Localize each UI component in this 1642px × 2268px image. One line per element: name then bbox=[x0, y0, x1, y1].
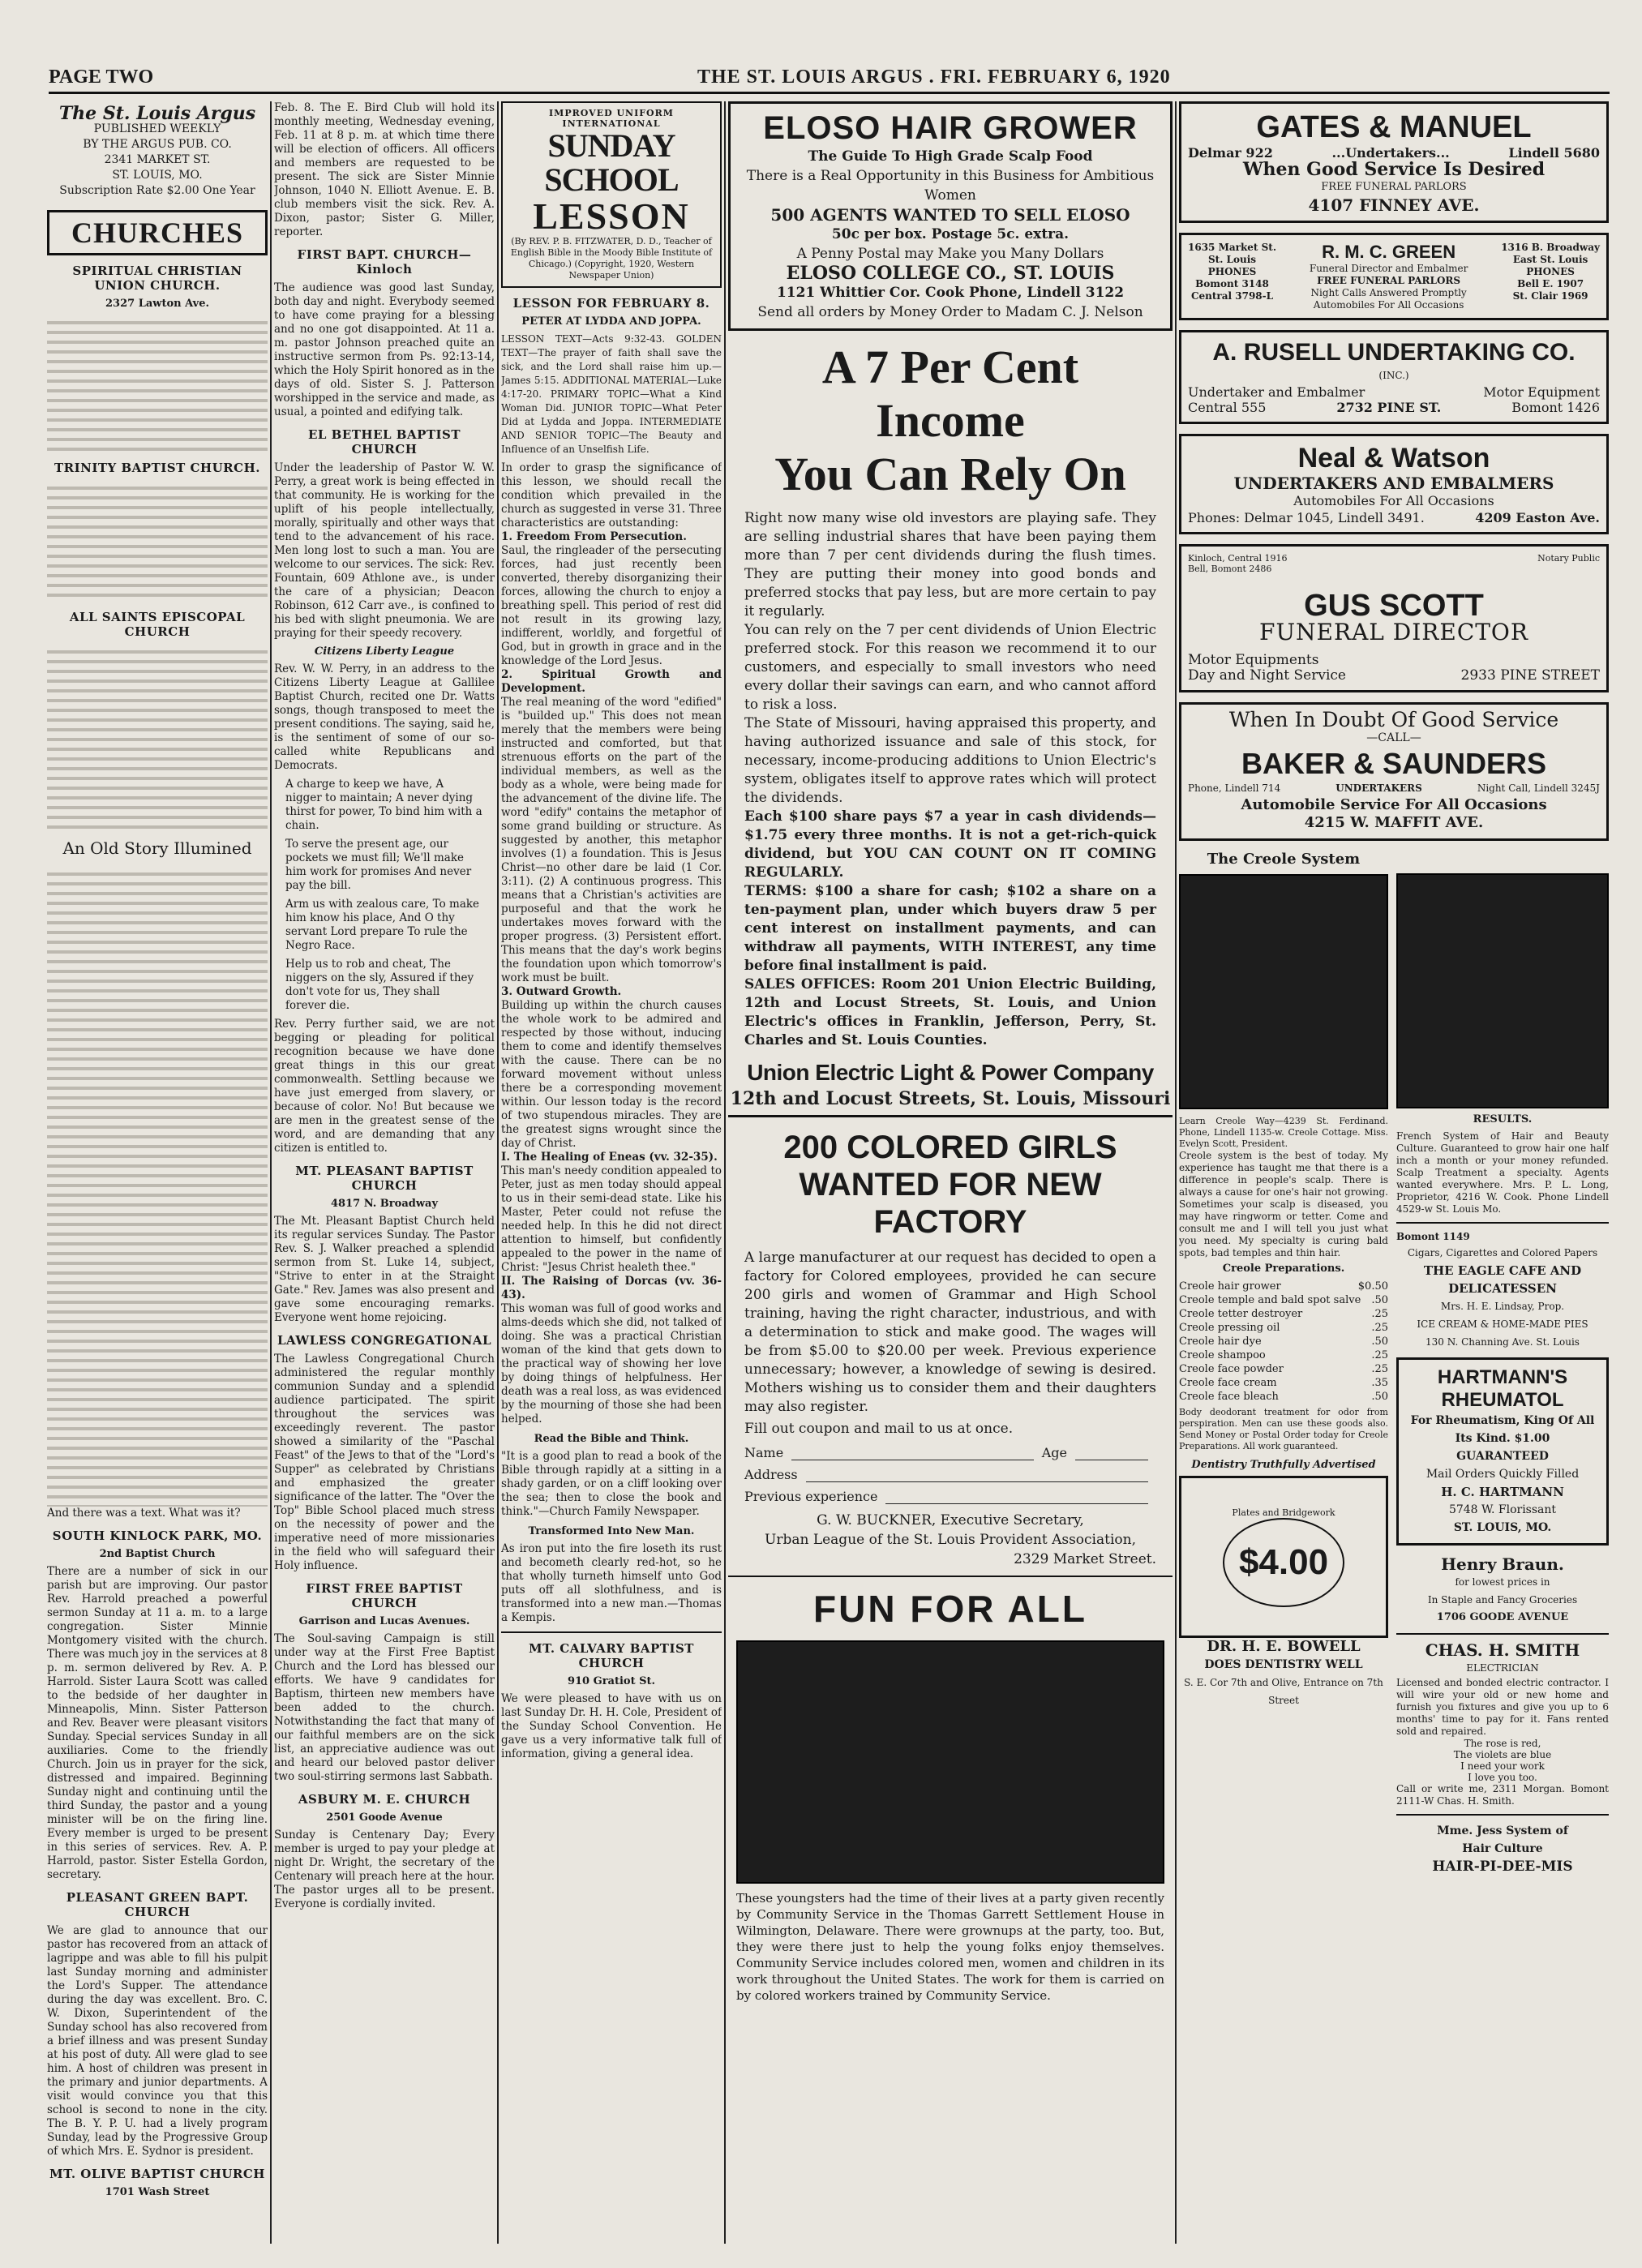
portrait-photo bbox=[1396, 873, 1609, 1108]
divider bbox=[1396, 1222, 1609, 1224]
article-text: "It is a good plan to read a book of the Bible through rapidly at a sitting in a shady garden, or on a cliff looking over the sea; then to close the book and think."—Church Family Newspaper. bbox=[501, 1450, 722, 1518]
ad-line: for lowest prices in bbox=[1455, 1576, 1550, 1588]
ad-line: Bomont 3148 bbox=[1195, 278, 1269, 289]
article-text: The Soul-saving Campaign is still under way at the First Free Baptist Church and the Lord has blessed our efforts. We have 9 candidates for Baptism, thirteen new members have been added to the church. Notwithstanding the fact that many of our faithful members are on the sick list, an appreciative audience was out and heard our beloved pastor deliver two soul-stirring sermons last Sabbath. bbox=[274, 1632, 495, 1783]
article-subheading: Citizens Liberty League bbox=[314, 645, 455, 658]
ad-title: BAKER & SAUNDERS bbox=[1241, 747, 1547, 780]
price-value: .35 bbox=[1371, 1377, 1388, 1389]
article-text: In order to grasp the significance of this lesson, we should recall the condition which prevailed in the church as suggested in verse 31. Three characteristics are outstanding: bbox=[501, 461, 722, 529]
coupon-label: Age bbox=[1041, 1445, 1067, 1460]
price-item: Creole face cream bbox=[1179, 1377, 1277, 1389]
ad-title: HARTMANN'S bbox=[1437, 1366, 1568, 1388]
signature: G. W. BUCKNER, Executive Secretary, bbox=[817, 1512, 1084, 1528]
ad-phone: Bomont 1149 bbox=[1396, 1231, 1470, 1242]
coupon-row bbox=[744, 1445, 1156, 1460]
banner-title: LESSON bbox=[533, 195, 690, 237]
ad-text: Creole system is the best of today. My experience has taught me that there is a difference in people's scalp. There is always a cause for one's hair not growing. Sometimes your scalp is diseased, you may have ringworm or tetter. Come and consult me and I will tell you just what you need. My specialty is curing bald spots, bad temples and thin hair. bbox=[1179, 1150, 1388, 1258]
price-item: Creole face powder bbox=[1179, 1363, 1284, 1375]
faded-text-block bbox=[47, 480, 268, 602]
poem-line: The violets are blue bbox=[1453, 1749, 1552, 1760]
ad-line: When In Doubt Of Good Service bbox=[1228, 708, 1559, 731]
article-heading: FIRST BAPT. CHURCH—Kinloch bbox=[297, 247, 472, 277]
price-row bbox=[1179, 1321, 1388, 1335]
article-heading: ALL SAINTS EPISCOPAL CHURCH bbox=[69, 610, 246, 639]
ad-line: Mail Orders Quickly Filled bbox=[1425, 1468, 1580, 1481]
ad-title: ELOSO HAIR GROWER bbox=[763, 110, 1138, 146]
ad-line: UNDERTAKERS bbox=[1335, 782, 1422, 794]
creole-photos bbox=[1179, 874, 1388, 1109]
article-heading: PLEASANT GREEN BAPT. CHURCH bbox=[66, 1890, 249, 1919]
page-label: PAGE TWO bbox=[49, 66, 154, 88]
company-name: Union Electric Light & Power Company bbox=[747, 1060, 1154, 1085]
ad-line: Funeral Director and Embalmer bbox=[1309, 263, 1468, 274]
column-1 bbox=[47, 101, 268, 2244]
masthead-line: PUBLISHED WEEKLY bbox=[93, 122, 221, 135]
ad-line: (INC.) bbox=[1378, 370, 1409, 381]
article-text: Under the leadership of Pastor W. W. Perry, a great work is being effected in that community. He is working for the uplift of his people intellectually, morally, spiritually and other ways that tend to the advancement of his race. Men long lost to such a man. You are welcome to our services. The sick: Rev. Fountain, 609 Athlone ave., is under the care of a physician; Deacon Robinson, 612 Carr ave., is confined to his bed with slight pneumonia. We are praying for their speedy recovery. bbox=[274, 461, 495, 640]
price-value: .25 bbox=[1371, 1308, 1388, 1320]
ad-line: The Guide To High Grade Scalp Food bbox=[808, 148, 1093, 165]
ad-line: Motor Equipment bbox=[1483, 384, 1600, 400]
verse: Help us to rob and cheat, The niggers on the sly, Assured if they don't vote for us, They shall forever die. bbox=[285, 958, 474, 1012]
column-rule bbox=[497, 101, 499, 2244]
article-address: 1701 Wash Street bbox=[105, 2186, 210, 2198]
column-2 bbox=[274, 101, 495, 2244]
coupon-label: Name bbox=[744, 1445, 784, 1460]
price-item: Creole hair dye bbox=[1179, 1336, 1262, 1348]
coupon-label: Previous experience bbox=[744, 1489, 878, 1504]
article-text: Feb. 8. The E. Bird Club will hold its monthly meeting, Wednesday evening, Feb. 11 at 8 p. m. at which time there will be election of officers. All officers and members are requested to be present. The sick are Sister Minnie Johnson, 1040 N. Elliott Avenue. E. B. club members visit the sick. Rev. A. Dixon, pastor; Sister G. Miller, reporter. bbox=[274, 101, 495, 238]
article-text: Rev. W. W. Perry, in an address to the Citizens Liberty League at Gallilee Baptist Church, recited one Dr. Watts songs, though transposed to meet the present conditions. The saying, said he, is the sentiment of some of our so-called white Republicans and Democrats. bbox=[274, 662, 495, 772]
article-text: Building up within the church causes the whole work to be admired and respected by those without, inducing them to come and identify themselves with the cause. There can be no forward movement without unless there be a corresponding movement within. Our lesson today is the record of two stupendous miracles. They are the greatest signs wrought since the day of Christ. bbox=[501, 999, 722, 1150]
ad-title: DR. H. E. BOWELL bbox=[1207, 1638, 1361, 1655]
price-row bbox=[1179, 1307, 1388, 1321]
price-item: Creole hair grower bbox=[1179, 1280, 1281, 1293]
divider bbox=[1396, 1633, 1609, 1635]
ad-headline: You Can Rely On bbox=[774, 448, 1126, 500]
article-heading: SOUTH KINLOCK PARK, MO. bbox=[52, 1528, 263, 1543]
banner-kicker: IMPROVED UNIFORM INTERNATIONAL bbox=[549, 108, 674, 129]
hartmann-ad bbox=[1396, 1357, 1609, 1546]
ad-text: Each $100 share pays $7 a year in cash dividends—$1.75 every three months. It is not a get-rich-quick dividend, but YOU CAN COUNT ON IT COMING REGULARLY. bbox=[744, 808, 1156, 881]
ad-line: Send all orders by Money Order to Madam C. J. Nelson bbox=[757, 304, 1143, 320]
ad-address: 4209 Easton Ave. bbox=[1475, 510, 1600, 525]
price-value: .50 bbox=[1371, 1391, 1388, 1403]
poem-line: I need your work bbox=[1460, 1760, 1545, 1772]
ad-address: 130 N. Channing Ave. St. Louis bbox=[1425, 1336, 1580, 1348]
ad-line: Automobiles For All Occasions bbox=[1313, 299, 1464, 311]
ad-text: Learn Creole Way—4239 St. Ferdinand. Phone, Lindell 1135-w. Creole Cottage. Miss. Evelyn Scott, President. bbox=[1179, 1116, 1388, 1149]
price-value: .50 bbox=[1371, 1336, 1388, 1348]
coupon-name-field[interactable] bbox=[791, 1445, 1034, 1460]
ad-text: SALES OFFICES: Room 201 Union Electric Building, 12th and Locust Streets, St. Louis, and Union Electric's offices in Franklin, Jefferson, Perry, St. Charles and St. Louis Counties. bbox=[744, 976, 1156, 1048]
ad-text: Call or write me, 2311 Morgan. Bomont 2111-W Chas. H. Smith. bbox=[1396, 1783, 1609, 1807]
ad-row bbox=[1188, 653, 1600, 668]
ad-text: The State of Missouri, having appraised this property, and having authorized issuance and sale of this stock, for necessary, income-producing additions to Union Electric's system, obligates itself to approve rates which will protect the dividends. bbox=[744, 715, 1156, 806]
right-ads bbox=[1396, 851, 1609, 1876]
ad-line: FREE FUNERAL PARLORS bbox=[1317, 275, 1461, 286]
union-electric-ad bbox=[728, 341, 1173, 1050]
ad-text: Licensed and bonded electric contractor. I will wire your old or new home and furnish you fixtures and give you up to 6 months' time to pay for it. Fans rented sold and repaired. bbox=[1396, 1677, 1609, 1737]
ad-line: St. Louis bbox=[1207, 254, 1257, 265]
ad-line: GUARANTEED bbox=[1456, 1450, 1549, 1463]
ad-phone: Phone, Lindell 714 bbox=[1188, 782, 1281, 794]
ad-left bbox=[1188, 242, 1276, 311]
signature: 2329 Market Street. bbox=[1014, 1551, 1156, 1567]
poem-line: The rose is red, bbox=[1464, 1738, 1541, 1749]
ad-title: RHEUMATOL bbox=[1441, 1389, 1564, 1411]
ad-text: A large manufacturer at our request has decided to open a factory for Colored employees, provided he can secure 200 girls and women of Grammar and High School training, having the right character, industrious, and with a determination to stick and make good. The wages will be from $5.00 to $20.00 per week. Previous experience unnecessary; however, a knowledge of sewing is desired. Mothers wishing us to consider them and their daughters may also register. bbox=[744, 1250, 1156, 1415]
price-item: Creole face bleach bbox=[1179, 1391, 1279, 1403]
article-address: 2327 Lawton Ave. bbox=[105, 298, 210, 310]
article-subheading: I. The Healing of Eneas (vv. 32-35). bbox=[501, 1151, 718, 1164]
price-row bbox=[1179, 1293, 1388, 1307]
ad-line: 500 AGENTS WANTED TO SELL ELOSO bbox=[770, 205, 1130, 225]
verse: A charge to keep we have, A nigger to maintain; A never dying thirst for power, To bind him with a chain. bbox=[285, 778, 482, 832]
ad-row bbox=[1188, 510, 1600, 525]
divider bbox=[1396, 1814, 1609, 1816]
ad-title: GATES & MANUEL bbox=[1256, 110, 1532, 144]
ad-title: Henry Braun. bbox=[1441, 1554, 1564, 1574]
masthead-line: Subscription Rate $2.00 One Year bbox=[59, 184, 255, 197]
article-heading: MT. OLIVE BAPTIST CHURCH bbox=[49, 2167, 265, 2181]
masthead-line: 2341 MARKET ST. bbox=[104, 153, 211, 166]
article-text: And there was a text. What was it? bbox=[47, 1507, 241, 1520]
ad-row bbox=[1188, 384, 1600, 400]
column-3 bbox=[501, 101, 722, 2244]
ad-center bbox=[1310, 242, 1468, 311]
article-heading: FIRST FREE BAPTIST CHURCH bbox=[306, 1581, 463, 1610]
ad-line: Bell, Bomont 2486 bbox=[1188, 564, 1272, 574]
article-heading: ASBURY M. E. CHURCH bbox=[298, 1792, 471, 1807]
russell-undertaking-ad bbox=[1179, 330, 1609, 424]
article-subheading: 3. Outward Growth. bbox=[501, 985, 622, 998]
ad-line: FREE FUNERAL PARLORS bbox=[1321, 181, 1467, 193]
ad-address: ST. LOUIS, MO. bbox=[1453, 1521, 1552, 1534]
ad-line: 1635 Market St. bbox=[1188, 242, 1277, 253]
verse: To serve the present age, our pockets we must fill; We'll make him work for promises And never pay the bill. bbox=[285, 838, 472, 892]
ad-address: 1706 GOODE AVENUE bbox=[1436, 1611, 1569, 1623]
neal-watson-ad bbox=[1179, 434, 1609, 534]
ad-headline: 200 COLORED GIRLS bbox=[783, 1130, 1117, 1165]
ad-line: ICE CREAM & HOME-MADE PIES bbox=[1417, 1318, 1588, 1330]
ad-title: R. M. C. GREEN bbox=[1322, 242, 1456, 262]
ad-row bbox=[1188, 781, 1600, 796]
girls-wanted-ad bbox=[728, 1129, 1173, 1569]
price-value: .25 bbox=[1371, 1363, 1388, 1375]
ad-address: 4215 W. MAFFIT AVE. bbox=[1304, 814, 1484, 831]
article-subheading: Transformed Into New Man. bbox=[528, 1525, 695, 1537]
article-text: The Mt. Pleasant Baptist Church held its regular services Sunday. The Pastor Rev. S. J. Walker preached a splendid sermon from St. Luke 14, subject, "Strive to enter in at the Straight Gate." Rev. James was also present and gave some encouraging remarks. Everyone went home rejoicing. bbox=[274, 1215, 495, 1324]
article-subheading: 1. Freedom From Persecution. bbox=[501, 530, 687, 543]
ad-line: PHONES bbox=[1207, 266, 1257, 277]
ad-line: PHONES bbox=[1526, 266, 1575, 277]
coupon-label: Address bbox=[744, 1467, 798, 1482]
ad-phone: Night Call, Lindell 3245J bbox=[1477, 782, 1600, 794]
price-value: $0.50 bbox=[1357, 1280, 1388, 1293]
article-subheading: II. The Raising of Dorcas (vv. 36-43). bbox=[501, 1275, 722, 1301]
ad-text: You can rely on the 7 per cent dividends of Union Electric preferred stock. For this reason we recommend it to our customers, and especially to small investors who need every dollar their savings can earn, and who cannot afford to risk a loss. bbox=[744, 622, 1156, 713]
signature: Urban League of the St. Louis Provident Association, bbox=[765, 1532, 1136, 1548]
masthead-line: BY THE ARGUS PUB. CO. bbox=[83, 138, 232, 151]
article-text: Sunday is Centenary Day; Every member is urged to pay your pledge at night Dr. Wright, the secretary of the Centenary will preach here at the hour. The pastor urges all to be present. Everyone is cordially invited. bbox=[274, 1829, 495, 1910]
ad-phone: Lindell 5680 bbox=[1508, 145, 1600, 161]
ad-line: Plates and Bridgework bbox=[1232, 1507, 1335, 1518]
coupon-address-field[interactable] bbox=[806, 1467, 1148, 1482]
price-row bbox=[1179, 1390, 1388, 1404]
ad-subheading: RESULTS. bbox=[1473, 1113, 1533, 1125]
column-5 bbox=[1179, 101, 1609, 2244]
ad-phone bbox=[1188, 553, 1287, 574]
article-address: 4817 N. Broadway bbox=[331, 1198, 438, 1210]
ad-title: The Creole System bbox=[1207, 851, 1361, 868]
ad-phone: Delmar 922 bbox=[1188, 145, 1273, 161]
ad-line: Hair Culture bbox=[1462, 1842, 1543, 1855]
ad-line: ELECTRICIAN bbox=[1466, 1662, 1539, 1674]
dentistry-ad bbox=[1179, 1476, 1388, 1638]
ad-address: 5748 W. Florissant bbox=[1448, 1503, 1557, 1516]
masthead-title: The St. Louis Argus bbox=[58, 103, 256, 124]
price-list bbox=[1179, 1280, 1388, 1404]
article-text: This woman was full of good works and alms-deeds which she did, not talked of doing. She was a practical Christian woman of the kind that gets down to the practical way of showing her love by doing things of helpfulness. Her death was a real loss, as was evidenced by the mourning of those she had been helped. bbox=[501, 1302, 722, 1426]
ad-line: 50c per box. Postage 5c. extra. bbox=[831, 226, 1070, 242]
lesson-title: PETER AT LYDDA AND JOPPA. bbox=[521, 315, 701, 328]
ad-line: Cigars, Cigarettes and Colored Papers bbox=[1407, 1247, 1598, 1258]
article-subheading: Read the Bible and Think. bbox=[534, 1433, 689, 1445]
banner-title: SUNDAY SCHOOL bbox=[544, 127, 679, 198]
coupon-experience-field[interactable] bbox=[885, 1489, 1148, 1504]
column-rule bbox=[1175, 101, 1177, 2244]
price-value: .50 bbox=[1371, 1294, 1388, 1306]
ad-line: Mme. Jess System of bbox=[1437, 1824, 1568, 1837]
article-address: 2501 Goode Avenue bbox=[326, 1811, 443, 1824]
price-row bbox=[1179, 1280, 1388, 1293]
ad-line: Undertaker and Embalmer bbox=[1188, 384, 1365, 400]
gates-manuel-ad bbox=[1179, 101, 1609, 223]
article-heading: SPIRITUAL CHRISTIAN UNION CHURCH. bbox=[72, 264, 242, 293]
article-heading: LAWLESS CONGREGATIONAL bbox=[277, 1333, 491, 1348]
green-funeral-ad bbox=[1179, 233, 1609, 320]
ad-price: $4.00 bbox=[1223, 1518, 1344, 1607]
price-row bbox=[1179, 1348, 1388, 1362]
ad-line: In Staple and Fancy Groceries bbox=[1427, 1594, 1578, 1606]
gus-scott-ad bbox=[1179, 544, 1609, 692]
lesson-heading: LESSON FOR FEBRUARY 8. bbox=[512, 296, 710, 311]
ad-line: Bell E. 1907 bbox=[1517, 278, 1584, 289]
ad-subheading: Creole Preparations. bbox=[1222, 1263, 1345, 1275]
ad-row bbox=[1188, 400, 1600, 415]
coupon-age-field[interactable] bbox=[1075, 1445, 1148, 1460]
price-row bbox=[1179, 1362, 1388, 1376]
price-row bbox=[1179, 1376, 1388, 1390]
ad-line: Motor Equipments bbox=[1188, 652, 1319, 668]
ad-headline: A 7 Per Cent Income bbox=[821, 341, 1079, 447]
ad-line: East St. Louis bbox=[1512, 254, 1588, 265]
article-heading: MT. CALVARY BAPTIST CHURCH bbox=[529, 1641, 694, 1670]
ad-line: 1316 B. Broadway bbox=[1501, 242, 1600, 253]
column-rule bbox=[270, 101, 272, 2244]
ad-line: A Penny Postal may Make you Many Dollars bbox=[796, 246, 1104, 262]
ad-subheading: Dentistry Truthfully Advertised bbox=[1191, 1459, 1376, 1471]
article-text: The Lawless Congregational Church administered the regular monthly communion Sunday and a splendid audience participated. The spirit throughout the services was exceedingly reverent. The pastor showed a similarity of the "Paschal Feast" of the Jews to that of the "Lord's Supper" as celebrated by Christians and emphasized the greater significance of the latter. The "Over the Top" Bible School placed much stress on the necessity of power and the imperative need of more missionaries in the field who will safeguard their Holy influence. bbox=[274, 1353, 495, 1572]
ad-right bbox=[1501, 242, 1600, 311]
price-item: Creole shampoo bbox=[1179, 1349, 1266, 1361]
faded-text-block bbox=[47, 644, 268, 830]
article-text: As iron put into the fire loseth its rust and becometh clearly red-hot, so he that wholly turneth himself unto God puts off all slothfulness, and is transformed into a new man.—Thomas a Kempis. bbox=[501, 1542, 722, 1624]
article-address: Garrison and Lucas Avenues. bbox=[298, 1615, 470, 1627]
ad-text: Body deodorant treatment for odor from perspiration. Men can use these goods also. Send Money or Postal Order today for Creole Preparations. All work guaranteed. bbox=[1179, 1407, 1388, 1451]
ad-line: Automobiles For All Occasions bbox=[1293, 493, 1494, 508]
masthead-box bbox=[47, 101, 268, 205]
ad-address: S. E. Cor 7th and Olive, Entrance on 7th Street bbox=[1184, 1677, 1383, 1706]
lesson-text: LESSON TEXT—Acts 9:32-43. GOLDEN TEXT—The prayer of faith shall save the sick, and the Lord shall raise him up.—James 5:15. ADDITIONAL MATERIAL—Luke 4:17-20. PRIMARY TOPIC—What a Kind Woman Did. JUNIOR TOPIC—What Peter Did at Lydda and Joppa. INTERMEDIATE AND SENIOR TOPIC—The Beauty and Influence of an Unselfish Life. bbox=[501, 333, 722, 455]
article-heading: TRINITY BAPTIST CHURCH. bbox=[54, 461, 260, 475]
ad-text: TERMS: $100 a share for cash; $102 a share on a ten-payment plan, under which buyers draw 5 per cent interest on installment payments, and can withdraw all payments, WITH INTEREST, any time before final installment is paid. bbox=[744, 883, 1156, 974]
portrait-photo bbox=[1179, 874, 1388, 1109]
ad-line: Kinloch, Central 1916 bbox=[1188, 553, 1288, 564]
article-text: Saul, the ringleader of the persecuting forces, had just recently been converted, thereby disorganizing their forces, allowing the church to enjoy a breathing spell. This period of rest did not result in its growing lazy, indifferent, worldly, and forgetful of God, but in growth in grace and in the knowledge of the Lord Jesus. bbox=[501, 544, 722, 667]
article-text: The audience was good last Sunday, both day and night. Everybody seemed to have come praying for a blessing and no one got disappointed. At 11 a. m. pastor Johnson preached quite an instructive sermon from Ps. 92:13-14, which the Holy Spirit honored as in the days of old. Sister S. J. Patterson worshipped in the service and made, as usual, a pointed and edifying talk. bbox=[274, 281, 495, 418]
ad-title: CHAS. H. SMITH bbox=[1425, 1640, 1580, 1660]
verse: Arm us with zealous care, To make him know his place, And O thy servant Lord prepare To rule the Negro Race. bbox=[285, 898, 480, 952]
coupon-row bbox=[744, 1489, 1156, 1504]
paper-dateline: THE ST. LOUIS ARGUS . FRI. FEBRUARY 6, 1920 bbox=[697, 66, 1171, 88]
ad-line: Mrs. H. E. Lindsay, Prop. bbox=[1440, 1301, 1565, 1312]
faded-text-block bbox=[47, 866, 268, 1507]
banner-byline: (By REV. P. B. FITZWATER, D. D., Teacher of English Bible in the Moody Bible Institute of Chicago.) (Copyright, 1920, Western Newspaper Union) bbox=[510, 236, 713, 281]
ad-address: 2933 PINE STREET bbox=[1460, 667, 1600, 684]
lower-right-section bbox=[1179, 851, 1609, 1876]
ad-headline: WANTED FOR NEW FACTORY bbox=[799, 1167, 1102, 1240]
photo-caption: These youngsters had the time of their lives at a party given recently by Community Service in the Thomas Garrett Settlement House in Wilmington, Delaware. There were grownups at the party, too. But, they were there just to help the young folks enjoy themselves. Community Service includes colored men, women and children in its work throughout the United States. The work for them is carried on by colored workers trained by Community Service. bbox=[736, 1891, 1164, 2003]
ad-line: Central 3798-L bbox=[1190, 290, 1274, 302]
ad-line: 1121 Whittier Cor. Cook Phone, Lindell 3122 bbox=[776, 285, 1125, 301]
ad-line: ELOSO COLLEGE CO., ST. LOUIS bbox=[786, 263, 1115, 284]
article-text: We are glad to announce that our pastor has recovered from an attack of lagrippe and was able to fill his pulpit last Sunday morning and administer the Lord's Supper. The attendance during the day was excellent. Bro. C. W. Dixon, Superintendent of the Sunday school has also recovered from a brief illness and was present Sunday at his post of duty. All were glad to see him. A host of children was present in the primary and junior departments. A visit would convince you that this school is second to none in the city. The B. Y. P. U. had a lively program Sunday, lead by the Progressive Group of which Mrs. E. Sydnor is president. bbox=[47, 1924, 268, 2158]
article-subheading: 2. Spiritual Growth and Development. bbox=[501, 668, 722, 695]
ad-line: Notary Public bbox=[1537, 553, 1600, 564]
price-row bbox=[1179, 1335, 1388, 1348]
divider bbox=[501, 1631, 722, 1633]
company-address: 12th and Locust Streets, St. Louis, Missouri bbox=[728, 1089, 1173, 1117]
price-value: .25 bbox=[1371, 1349, 1388, 1361]
price-item: Creole temple and bald spot salve bbox=[1179, 1294, 1361, 1306]
ad-line: DOES DENTISTRY WELL bbox=[1204, 1658, 1363, 1671]
article-text: This man's needy condition appealed to Peter, just as men today should appeal to us in their semi-dead state. Like his Master, Peter could not refuse the needed help. In this he did not direct attention to himself, but confidently appealed to the power in the name of Christ: "Jesus Christ healeth thee." bbox=[501, 1164, 722, 1274]
folio bbox=[49, 65, 1610, 94]
faded-text-block bbox=[47, 315, 268, 452]
ad-line: —CALL— bbox=[1366, 731, 1421, 744]
baker-saunders-ad bbox=[1179, 702, 1609, 841]
ad-phone: Bomont 1426 bbox=[1511, 400, 1600, 415]
ad-title: HAIR-PI-DEE-MIS bbox=[1432, 1859, 1573, 1875]
article-heading: An Old Story Illumined bbox=[62, 838, 252, 858]
ad-line: For Rheumatism, King Of All Its Kind. $1.00 bbox=[1410, 1414, 1595, 1445]
article-heading: EL BETHEL BAPTIST CHURCH bbox=[307, 427, 461, 457]
ad-title: A. RUSELL UNDERTAKING CO. bbox=[1212, 339, 1576, 366]
ad-row bbox=[1188, 668, 1600, 684]
article-text: We were pleased to have with us on last Sunday Dr. H. H. Cole, President of the Sunday School Convention. He gave us a very informative talk full of information, giving a general idea. bbox=[501, 1692, 722, 1760]
ad-text: Fill out coupon and mail to us at once. bbox=[744, 1421, 1014, 1437]
ad-text: French System of Hair and Beauty Culture. Guaranteed to grow hair one half inch a month or your money refunded. Scalp Treatment a specialty. Agents wanted everywhere. Mrs. P. L. Long, Proprietor, 4216 W. Cook. Phone Lindell 4529-w St. Louis Mo. bbox=[1396, 1130, 1609, 1215]
article-address: 910 Gratiot St. bbox=[567, 1675, 656, 1687]
ad-address: 2732 PINE ST. bbox=[1336, 400, 1442, 415]
price-value: .25 bbox=[1371, 1322, 1388, 1334]
ad-line: Night Calls Answered Promptly bbox=[1310, 287, 1467, 298]
article-subheading: 2nd Baptist Church bbox=[99, 1548, 216, 1560]
price-item: Creole pressing oil bbox=[1179, 1322, 1280, 1334]
divider bbox=[728, 1576, 1173, 1577]
column-rule bbox=[724, 101, 726, 2244]
creole-ad bbox=[1179, 851, 1388, 1876]
churches-banner: CHURCHES bbox=[47, 210, 268, 255]
ad-line: St. Clair 1969 bbox=[1512, 290, 1588, 302]
ad-line: Day and Night Service bbox=[1188, 667, 1346, 684]
ad-title: GUS SCOTT bbox=[1304, 589, 1484, 623]
ad-address: 4107 FINNEY AVE. bbox=[1308, 195, 1480, 215]
article-text: There are a number of sick in our parish but are improving. Our pastor Rev. Harrold preached a powerful sermon Sunday at 11 a. m. to a large congregation. Sister Minnie Montgomery visited with the church. There was much joy in the services at 8 p. m. sermon delivered by Rev. A. P. Harrold. Sister Laura Scott was called to the bedside of her daughter in Minneapolis, Minn. Sister Patterson and Rev. Beaver were pleasant visitors Sunday. Special services Sunday in all auxiliaries. Come to the friendly Church. Join us in prayer for the sick, distressed and impaired. Beginning Sunday night and continuing until the third Sunday, the pastor and a young minister will be on the firing line. Every member is urged to be present in this series of services. Rev. A. P. Harrold, pastor. Sister Estella Gordon, secretary. bbox=[47, 1565, 268, 1881]
ad-slogan: When Good Service Is Desired bbox=[1242, 159, 1546, 180]
party-photo bbox=[736, 1640, 1164, 1884]
article-heading: MT. PLEASANT BAPTIST CHURCH bbox=[295, 1164, 474, 1193]
ad-phone: Central 555 bbox=[1188, 400, 1267, 415]
masthead-line: ST. LOUIS, MO. bbox=[112, 169, 203, 182]
ad-line: ...Undertakers... bbox=[1331, 145, 1450, 161]
poem-line: I love you too. bbox=[1468, 1772, 1537, 1783]
ad-text: Right now many wise old investors are playing safe. They are selling industrial shares that have been paying them more than 7 per cent dividends during the flush times. They are putting their money into good bonds and preferred stocks that pay less, but are more certain to pay it regularly. bbox=[744, 510, 1156, 620]
ad-line: FUNERAL DIRECTOR bbox=[1259, 619, 1528, 645]
ad-phone: Phones: Delmar 1045, Lindell 3491. bbox=[1188, 510, 1425, 525]
ad-line: There is a Real Opportunity in this Business for Ambitious Women bbox=[746, 168, 1155, 204]
price-item: Creole tetter destroyer bbox=[1179, 1308, 1303, 1320]
ad-row bbox=[1188, 553, 1600, 574]
feature-headline: FUN FOR ALL bbox=[813, 1588, 1087, 1630]
sunday-school-banner bbox=[501, 101, 722, 288]
ad-title: THE EAGLE CAFE AND DELICATESSEN bbox=[1423, 1263, 1582, 1296]
column-4 bbox=[728, 101, 1173, 2244]
coupon-row bbox=[744, 1467, 1156, 1482]
article-text: Rev. Perry further said, we are not begging or pleading for political recognition because we have done great things in this our great commonwealth. Settling because we have just emerged from slavery, or because of color. No! But because we are men in the greatest sense of the word, and are demanding that any citizen is entitled to. bbox=[274, 1018, 495, 1155]
eloso-ad bbox=[728, 101, 1173, 331]
ad-title: Neal & Watson bbox=[1297, 443, 1490, 474]
ad-line: Automobile Service For All Occasions bbox=[1241, 796, 1547, 813]
ad-line: H. C. HARTMANN bbox=[1441, 1485, 1564, 1499]
ad-line: UNDERTAKERS AND EMBALMERS bbox=[1233, 474, 1554, 493]
article-text: The real meaning of the word "edified" is "builded up." This does not mean merely that the members were being instructed and comforted, but that strenuous efforts on the part of the individual members, as well as the body as a whole, were being made for the advancement of the divine life. The word "edify" contains the metaphor of some grand building or structure. As suggested by another, this metaphor involves (1) a foundation. This is Jesus Christ—no other dare be laid (1 Cor. 3:11). (2) A continuous progress. This means that a Christian's activities are purposeful and that the work he undertakes moves forward with the proper progress. (3) Persistent effort. This means that the day's work begins the foundation upon which tomorrow's work must be built. bbox=[501, 696, 722, 984]
